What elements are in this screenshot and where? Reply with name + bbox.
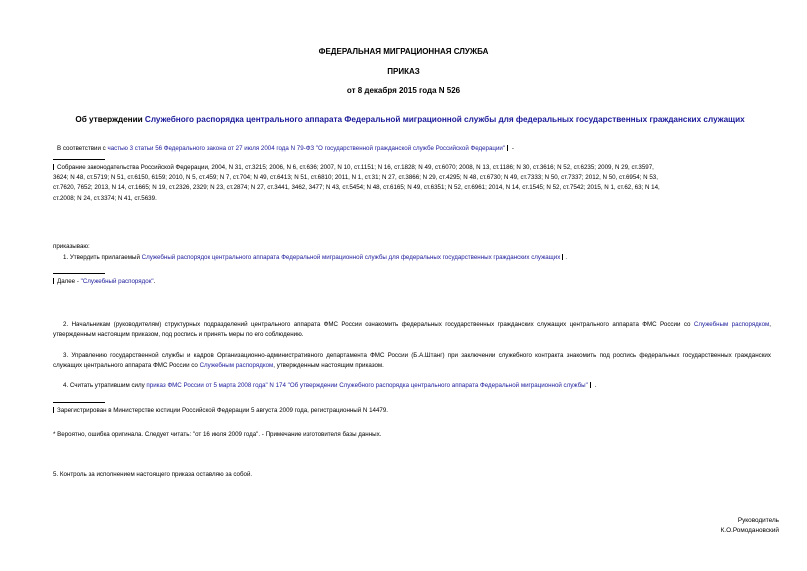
footnote-marker-icon <box>507 145 508 151</box>
footnote-divider <box>53 273 105 274</box>
footnote-marker-icon <box>53 407 54 413</box>
document-type: ПРИКАЗ <box>387 67 420 76</box>
preamble <box>57 144 514 154</box>
footnote-legislation <box>53 163 660 204</box>
editor-note: * Вероятно, ошибка оригинала. Следует читать: "от 16 июля 2009 года". - Примечание изготовителя базы данных. <box>53 431 382 438</box>
order-word: приказываю: <box>53 243 90 250</box>
signatory-name: К.О.Ромодановский <box>720 527 779 534</box>
footnote-marker-icon <box>562 254 563 260</box>
preamble-law-link[interactable]: частью 3 статьи 56 Федерального закона от 27 июля 2004 года N 79-ФЗ "О государственной гражданской службе Российской Федерации" <box>107 145 506 152</box>
item1-regulation-link[interactable]: Служебный распорядок центрального аппарата Федеральной миграционной службы для федеральных государственных гражданских служащих <box>141 254 561 261</box>
footnote-divider <box>53 402 105 403</box>
agency-name: ФЕДЕРАЛЬНАЯ МИГРАЦИОННАЯ СЛУЖБА <box>318 47 489 56</box>
footnote-line: ст.7620, 7652; 2013, N 14, ст.1665; N 19, ст.2326, 2329; N 23, ст.2874; N 27, ст.3441, 3462, 3477; N 43, ст.5454; N 48, ст.6165; N 49, ст.6351; N 52, ст.6961; 2014, N 14, ст.1545; N 52, ст.7542; 2015, N 1, ст.62, 63; N 14, <box>53 184 660 192</box>
preamble-suffix: - <box>510 145 514 152</box>
footnote2-link[interactable]: "Служебный распорядок" <box>80 278 154 285</box>
footnote-line: 3624; N 48, ст.5719; N 51, ст.6150, 6159; 2010, N 5, ст.459; N 7, ст.704; N 49, ст.6413; N 51, ст.6810; 2011, N 1, ст.31; N 27, ст.3866; N 29, ст.4295; N 48, ст.6730; N 49, ст.7333; N 50, ст.7337; 2012, N 50, ст.6954; N 53, <box>53 174 658 182</box>
order-item-4: 4. Считать утратившим силу приказ ФМС России от 5 марта 2008 года" N 174 "Об утверждении Служебного распорядка центрального аппарата Федеральной миграционной службы" . <box>63 382 597 389</box>
footnote-marker-icon <box>53 164 54 170</box>
footnote-marker-icon <box>590 382 591 388</box>
order-item-2: 2. Начальникам (руководителям) структурных подразделений центрального аппарата ФМС России ознакомить федеральных государственных гражданских служащих центрального аппарата ФМС России со Служебным распорядком, утвержденным настоящим приказом, под роспись и принять меры по его соблюдению. <box>53 321 771 339</box>
footnote-registration: Зарегистрирован в Министерстве юстиции Российской Федерации 5 августа 2009 года, регистрационный N 14479. <box>53 406 388 416</box>
signatory-position: Руководитель <box>737 517 779 524</box>
item2-link[interactable]: Служебным распорядком <box>693 321 770 328</box>
footnote-marker-icon <box>53 278 54 284</box>
footnote-line: ст.2008; N 24, ст.3374; N 41, ст.5639. <box>53 194 157 202</box>
item3-link[interactable]: Служебным распорядком <box>199 362 274 370</box>
document-date-number: от 8 декабря 2015 года N 526 <box>346 86 461 95</box>
order-item-5: 5. Контроль за исполнением настоящего приказа оставляю за собой. <box>53 471 253 478</box>
order-item-1: 1. Утвердить прилагаемый Служебный распорядок центрального аппарата Федеральной миграционной службы для федеральных государственных гражданских служащих . <box>63 254 568 261</box>
footnote-divider <box>53 159 105 160</box>
order-item-3: 3. Управлению государственной службы и кадров Организационно-административного департамента ФМС России (Б.А.Штанг) при заключении служебного контракта знакомить под роспись федеральных государственных гражданских служащих центрального аппарата ФМС России со Служебным распорядком, утвержденным настоящим приказом. <box>53 352 771 370</box>
footnote-line: Собрание законодательства Российской Федерации, 2004, N 31, ст.3215; 2006, N 6, ст.636; 2007, N 10, ст.1151; N 16, ст.1828; N 49, ст.6070; 2008, N 13, ст.1186; N 30, ст.3616; N 52, ст.6235; 2009, N 29, ст.3597, <box>53 163 660 173</box>
title-link[interactable]: Служебного распорядка центрального аппарата Федеральной миграционной службы для федеральных государственных гражданских служащих <box>144 115 745 124</box>
document-title <box>30 115 790 124</box>
footnote-hereinafter: Далее - "Служебный распорядок". <box>53 277 155 287</box>
title-prefix: Об утверждении <box>75 115 145 124</box>
preamble-prefix: В соответствии с <box>57 145 108 152</box>
item4-repealed-order-link[interactable]: приказ ФМС России от 5 марта 2008 года" N 174 "Об утверждении Служебного распорядка центрального аппарата Федеральной миграционной службы" <box>146 382 588 389</box>
